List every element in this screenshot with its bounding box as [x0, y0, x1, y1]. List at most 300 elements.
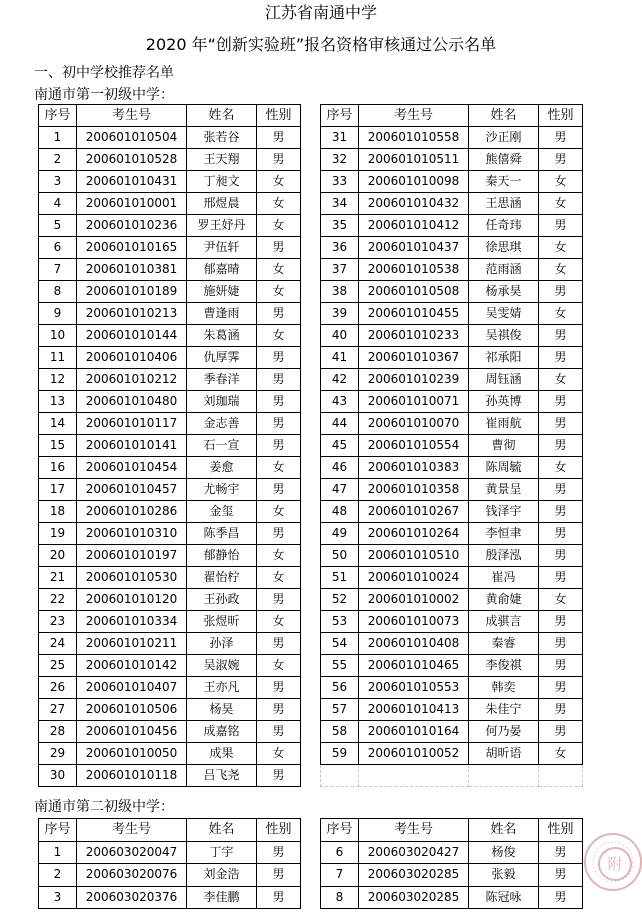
- cell-index: 42: [321, 369, 359, 391]
- table-school2-right: [320, 818, 583, 909]
- cell-gender: 男: [539, 886, 583, 909]
- cell-gender: 男: [539, 215, 583, 237]
- cell-gender: 女: [539, 303, 583, 325]
- cell-student-name: 沙正刚: [469, 127, 539, 149]
- table-row: [39, 743, 301, 765]
- cell-gender: 女: [539, 743, 583, 765]
- cell-student-name: 成果: [187, 743, 257, 765]
- cell-gender: 男: [539, 149, 583, 171]
- cell-index: 18: [39, 501, 77, 523]
- cell-exam-number: 200601010510: [359, 545, 469, 567]
- table-row: [321, 841, 583, 864]
- table-header-row: [39, 819, 301, 842]
- cell-index: 2: [39, 149, 77, 171]
- cell-index: 30: [39, 765, 77, 787]
- cell-exam-number: 200601010456: [77, 721, 187, 743]
- cell-index: 12: [39, 369, 77, 391]
- cell-gender: 男: [257, 677, 301, 699]
- cell-index: 32: [321, 149, 359, 171]
- cell-student-name: 石一宣: [187, 435, 257, 457]
- cell-student-name: 翟怡柠: [187, 567, 257, 589]
- table-row: [39, 765, 301, 787]
- cell-student-name: 胡昕语: [469, 743, 539, 765]
- cell-student-name: 吴淑婉: [187, 655, 257, 677]
- table-row: [321, 281, 583, 303]
- table-row: [39, 347, 301, 369]
- cell-gender: 女: [257, 171, 301, 193]
- cell-index: 35: [321, 215, 359, 237]
- cell-gender: 男: [539, 127, 583, 149]
- cell-gender: 男: [539, 325, 583, 347]
- cell-student-name: 吕飞尧: [187, 765, 257, 787]
- cell-student-name: 丁宇: [187, 841, 257, 864]
- cell-gender: 女: [257, 743, 301, 765]
- cell-student-name: 王思涵: [469, 193, 539, 215]
- cell-exam-number: 200601010164: [359, 721, 469, 743]
- cell-index: 50: [321, 545, 359, 567]
- cell-student-name: 金玺: [187, 501, 257, 523]
- cell-exam-number: 200601010538: [359, 259, 469, 281]
- cell-student-name: 尹伍轩: [187, 237, 257, 259]
- cell-student-name: 熊僖舜: [469, 149, 539, 171]
- cell-exam-number: 200601010117: [77, 413, 187, 435]
- cell-gender: 女: [257, 611, 301, 633]
- cell-gender: 男: [257, 633, 301, 655]
- cell-gender: 男: [539, 413, 583, 435]
- cell-student-name: 杨昊: [187, 699, 257, 721]
- table-header-row: [321, 819, 583, 842]
- table-row: [39, 171, 301, 193]
- cell-exam-number: 200601010024: [359, 567, 469, 589]
- cell-exam-number: 200601010002: [359, 589, 469, 611]
- cell-gender: 女: [257, 193, 301, 215]
- cell-gender: 女: [539, 259, 583, 281]
- cell-student-name: 黄景呈: [469, 479, 539, 501]
- table-row: [321, 435, 583, 457]
- table-row: [39, 567, 301, 589]
- cell-exam-number: 200601010189: [77, 281, 187, 303]
- cell-exam-number: 200601010432: [359, 193, 469, 215]
- table-row: [39, 391, 301, 413]
- cell-student-name: 任奇玮: [469, 215, 539, 237]
- cell-exam-number: 200601010506: [77, 699, 187, 721]
- table-row: [39, 435, 301, 457]
- cell-index: 8: [321, 886, 359, 909]
- empty-cell: [469, 765, 539, 787]
- cell-student-name: 郁嘉晴: [187, 259, 257, 281]
- cell-index: 57: [321, 699, 359, 721]
- cell-index: 21: [39, 567, 77, 589]
- header-name: 姓名: [187, 819, 257, 842]
- cell-gender: 男: [257, 886, 301, 909]
- cell-gender: 女: [257, 215, 301, 237]
- cell-gender: 男: [257, 864, 301, 887]
- cell-gender: 男: [539, 841, 583, 864]
- cell-exam-number: 200601010554: [359, 435, 469, 457]
- cell-index: 10: [39, 325, 77, 347]
- table-row: [321, 259, 583, 281]
- table-row: [39, 237, 301, 259]
- cell-index: 20: [39, 545, 77, 567]
- cell-student-name: 王亦凡: [187, 677, 257, 699]
- cell-exam-number: 200603020376: [77, 886, 187, 909]
- cell-gender: 男: [257, 149, 301, 171]
- table-school1-left: [38, 104, 301, 787]
- cell-student-name: 陈周毓: [469, 457, 539, 479]
- cell-index: 39: [321, 303, 359, 325]
- cell-student-name: 朱葛涵: [187, 325, 257, 347]
- cell-index: 16: [39, 457, 77, 479]
- table-row: [321, 677, 583, 699]
- cell-exam-number: 200601010530: [77, 567, 187, 589]
- table-row: [39, 215, 301, 237]
- cell-exam-number: 200601010412: [359, 215, 469, 237]
- cell-exam-number: 200601010212: [77, 369, 187, 391]
- cell-gender: 男: [539, 479, 583, 501]
- cell-exam-number: 200601010239: [359, 369, 469, 391]
- cell-student-name: 施妍婕: [187, 281, 257, 303]
- cell-exam-number: 200601010211: [77, 633, 187, 655]
- table-row: [321, 699, 583, 721]
- cell-exam-number: 200601010144: [77, 325, 187, 347]
- cell-index: 28: [39, 721, 77, 743]
- cell-index: 13: [39, 391, 77, 413]
- table-row: [321, 743, 583, 765]
- cell-gender: 男: [539, 281, 583, 303]
- cell-exam-number: 200601010508: [359, 281, 469, 303]
- table-row: [321, 303, 583, 325]
- cell-student-name: 金志善: [187, 413, 257, 435]
- cell-student-name: 曹逢雨: [187, 303, 257, 325]
- cell-student-name: 成骐言: [469, 611, 539, 633]
- cell-exam-number: 200603020285: [359, 864, 469, 887]
- table-row: [39, 864, 301, 887]
- cell-student-name: 姜愈: [187, 457, 257, 479]
- cell-gender: 男: [257, 841, 301, 864]
- header-index: 序号: [321, 819, 359, 842]
- cell-gender: 女: [539, 171, 583, 193]
- cell-exam-number: 200601010052: [359, 743, 469, 765]
- table-row: [39, 523, 301, 545]
- cell-gender: 男: [539, 655, 583, 677]
- cell-student-name: 秦天一: [469, 171, 539, 193]
- cell-student-name: 邢煜晨: [187, 193, 257, 215]
- cell-gender: 男: [257, 369, 301, 391]
- table-row: [321, 325, 583, 347]
- cell-index: 19: [39, 523, 77, 545]
- cell-exam-number: 200601010407: [77, 677, 187, 699]
- cell-index: 47: [321, 479, 359, 501]
- cell-index: 3: [39, 171, 77, 193]
- cell-gender: 男: [539, 567, 583, 589]
- cell-gender: 男: [539, 501, 583, 523]
- cell-student-name: 王孙政: [187, 589, 257, 611]
- table-row: [39, 127, 301, 149]
- cell-student-name: 钱泽宇: [469, 501, 539, 523]
- cell-index: 3: [39, 886, 77, 909]
- cell-exam-number: 200601010454: [77, 457, 187, 479]
- table-row: [321, 655, 583, 677]
- cell-student-name: 崔雨航: [469, 413, 539, 435]
- cell-exam-number: 200601010383: [359, 457, 469, 479]
- school-seal-stamp: [584, 833, 642, 891]
- table-row: [321, 886, 583, 909]
- cell-index: 15: [39, 435, 77, 457]
- table-row: [39, 259, 301, 281]
- cell-exam-number: 200601010511: [359, 149, 469, 171]
- table-row: [39, 721, 301, 743]
- table-row: [39, 369, 301, 391]
- header-index: 序号: [39, 105, 77, 127]
- cell-index: 56: [321, 677, 359, 699]
- table-row: [39, 413, 301, 435]
- cell-index: 14: [39, 413, 77, 435]
- table-row: [39, 149, 301, 171]
- cell-student-name: 孙泽: [187, 633, 257, 655]
- cell-exam-number: 200601010528: [77, 149, 187, 171]
- cell-student-name: 罗王妤丹: [187, 215, 257, 237]
- cell-index: 4: [39, 193, 77, 215]
- cell-gender: 男: [257, 347, 301, 369]
- cell-gender: 男: [257, 765, 301, 787]
- cell-index: 25: [39, 655, 77, 677]
- seal-center-glyph: 附: [598, 847, 632, 881]
- cell-exam-number: 200601010264: [359, 523, 469, 545]
- empty-cell: [321, 765, 359, 787]
- cell-gender: 男: [539, 677, 583, 699]
- table-row: [39, 655, 301, 677]
- cell-gender: 男: [257, 391, 301, 413]
- cell-exam-number: 200601010236: [77, 215, 187, 237]
- cell-gender: 女: [539, 369, 583, 391]
- cell-gender: 男: [257, 237, 301, 259]
- table-row: [39, 545, 301, 567]
- table-row: [321, 545, 583, 567]
- header-exam-number: 考生号: [359, 105, 469, 127]
- cell-student-name: 李恒聿: [469, 523, 539, 545]
- cell-index: 37: [321, 259, 359, 281]
- cell-exam-number: 200603020047: [77, 841, 187, 864]
- table-row: [39, 677, 301, 699]
- cell-student-name: 张毅: [469, 864, 539, 887]
- cell-exam-number: 200601010050: [77, 743, 187, 765]
- table-row: [321, 479, 583, 501]
- cell-exam-number: 200601010073: [359, 611, 469, 633]
- cell-student-name: 孙英博: [469, 391, 539, 413]
- table-row: [321, 347, 583, 369]
- cell-student-name: 何乃晏: [469, 721, 539, 743]
- cell-student-name: 季春洋: [187, 369, 257, 391]
- cell-gender: 男: [257, 523, 301, 545]
- cell-student-name: 秦睿: [469, 633, 539, 655]
- table-row: [39, 303, 301, 325]
- table-row: [39, 457, 301, 479]
- cell-exam-number: 200601010480: [77, 391, 187, 413]
- table-row: [321, 215, 583, 237]
- cell-index: 1: [39, 127, 77, 149]
- cell-gender: 女: [257, 281, 301, 303]
- cell-exam-number: 200601010213: [77, 303, 187, 325]
- cell-index: 40: [321, 325, 359, 347]
- cell-exam-number: 200601010408: [359, 633, 469, 655]
- cell-index: 51: [321, 567, 359, 589]
- cell-exam-number: 200601010070: [359, 413, 469, 435]
- cell-index: 24: [39, 633, 77, 655]
- cell-exam-number: 200601010367: [359, 347, 469, 369]
- cell-index: 43: [321, 391, 359, 413]
- header-name: 姓名: [187, 105, 257, 127]
- cell-gender: 女: [257, 325, 301, 347]
- cell-gender: 女: [257, 567, 301, 589]
- cell-student-name: 杨承昊: [469, 281, 539, 303]
- cell-student-name: 刘珈瑞: [187, 391, 257, 413]
- cell-student-name: 曹彻: [469, 435, 539, 457]
- cell-index: 1: [39, 841, 77, 864]
- cell-student-name: 尤畅宇: [187, 479, 257, 501]
- cell-exam-number: 200601010437: [359, 237, 469, 259]
- table-row: [39, 281, 301, 303]
- cell-exam-number: 200603020427: [359, 841, 469, 864]
- cell-exam-number: 200601010334: [77, 611, 187, 633]
- cell-exam-number: 200601010120: [77, 589, 187, 611]
- table-row: [39, 841, 301, 864]
- table-row: [321, 457, 583, 479]
- cell-student-name: 张煜昕: [187, 611, 257, 633]
- cell-gender: 男: [539, 523, 583, 545]
- table-row: [321, 193, 583, 215]
- cell-gender: 女: [257, 545, 301, 567]
- cell-student-name: 韩奕: [469, 677, 539, 699]
- table-header-row: [321, 105, 583, 127]
- cell-index: 23: [39, 611, 77, 633]
- cell-exam-number: 200601010358: [359, 479, 469, 501]
- cell-gender: 男: [257, 589, 301, 611]
- table-row: [39, 611, 301, 633]
- cell-index: 59: [321, 743, 359, 765]
- table-row: [39, 886, 301, 909]
- cell-gender: 男: [257, 303, 301, 325]
- cell-index: 38: [321, 281, 359, 303]
- cell-index: 2: [39, 864, 77, 887]
- cell-gender: 女: [257, 655, 301, 677]
- cell-index: 45: [321, 435, 359, 457]
- cell-student-name: 仇厚霁: [187, 347, 257, 369]
- table-school2-left: [38, 818, 301, 909]
- header-gender: 性别: [257, 105, 301, 127]
- cell-gender: 女: [539, 457, 583, 479]
- cell-gender: 男: [539, 633, 583, 655]
- cell-gender: 男: [539, 391, 583, 413]
- cell-index: 29: [39, 743, 77, 765]
- cell-student-name: 丁昶文: [187, 171, 257, 193]
- table-row: [321, 149, 583, 171]
- cell-gender: 男: [257, 721, 301, 743]
- cell-index: 58: [321, 721, 359, 743]
- cell-index: 31: [321, 127, 359, 149]
- cell-gender: 女: [539, 193, 583, 215]
- cell-index: 5: [39, 215, 77, 237]
- cell-index: 11: [39, 347, 77, 369]
- cell-gender: 男: [539, 864, 583, 887]
- cell-student-name: 陈季昌: [187, 523, 257, 545]
- cell-gender: 男: [539, 611, 583, 633]
- empty-cell: [539, 765, 583, 787]
- cell-exam-number: 200601010233: [359, 325, 469, 347]
- table-row: [39, 699, 301, 721]
- cell-student-name: 崔冯: [469, 567, 539, 589]
- cell-student-name: 张若谷: [187, 127, 257, 149]
- cell-gender: 男: [257, 413, 301, 435]
- cell-index: 26: [39, 677, 77, 699]
- cell-exam-number: 200601010381: [77, 259, 187, 281]
- cell-gender: 男: [539, 435, 583, 457]
- cell-student-name: 吴雯婧: [469, 303, 539, 325]
- table-row: [321, 127, 583, 149]
- table-row: [39, 479, 301, 501]
- cell-index: 44: [321, 413, 359, 435]
- table-row: [321, 765, 583, 787]
- document-subtitle: 2020 年“创新实验班”报名资格审核通过公示名单: [145, 35, 497, 54]
- table-header-row: [39, 105, 301, 127]
- cell-gender: 女: [257, 501, 301, 523]
- cell-exam-number: 200601010071: [359, 391, 469, 413]
- cell-exam-number: 200601010431: [77, 171, 187, 193]
- cell-index: 17: [39, 479, 77, 501]
- cell-exam-number: 200603020285: [359, 886, 469, 909]
- table-row: [321, 391, 583, 413]
- cell-exam-number: 200601010558: [359, 127, 469, 149]
- cell-student-name: 祁承阳: [469, 347, 539, 369]
- cell-index: 22: [39, 589, 77, 611]
- cell-index: 7: [321, 864, 359, 887]
- cell-index: 33: [321, 171, 359, 193]
- cell-exam-number: 200601010267: [359, 501, 469, 523]
- cell-index: 34: [321, 193, 359, 215]
- cell-student-name: 郁静怡: [187, 545, 257, 567]
- cell-student-name: 吴祺俊: [469, 325, 539, 347]
- section-heading: 一、初中学校推荐名单: [34, 65, 174, 81]
- cell-exam-number: 200601010286: [77, 501, 187, 523]
- cell-gender: 男: [257, 699, 301, 721]
- cell-student-name: 殷泽泓: [469, 545, 539, 567]
- table-row: [321, 721, 583, 743]
- cell-student-name: 周钰涵: [469, 369, 539, 391]
- cell-student-name: 黄俞婕: [469, 589, 539, 611]
- header-gender: 性别: [257, 819, 301, 842]
- document-title: 江苏省南通中学: [264, 3, 377, 22]
- cell-exam-number: 200601010118: [77, 765, 187, 787]
- school-name-1: 南通市第一初级中学：: [34, 87, 174, 103]
- cell-index: 54: [321, 633, 359, 655]
- cell-gender: 女: [257, 259, 301, 281]
- cell-exam-number: 200601010141: [77, 435, 187, 457]
- cell-index: 41: [321, 347, 359, 369]
- header-index: 序号: [39, 819, 77, 842]
- cell-exam-number: 200601010142: [77, 655, 187, 677]
- cell-index: 27: [39, 699, 77, 721]
- table-row: [321, 633, 583, 655]
- cell-exam-number: 200601010465: [359, 655, 469, 677]
- cell-student-name: 杨俊: [469, 841, 539, 864]
- table-row: [321, 523, 583, 545]
- table-row: [39, 501, 301, 523]
- cell-gender: 男: [539, 699, 583, 721]
- cell-gender: 女: [257, 457, 301, 479]
- cell-student-name: 范雨涵: [469, 259, 539, 281]
- cell-index: 6: [321, 841, 359, 864]
- table-school1-right: [320, 104, 583, 787]
- table-row: [321, 567, 583, 589]
